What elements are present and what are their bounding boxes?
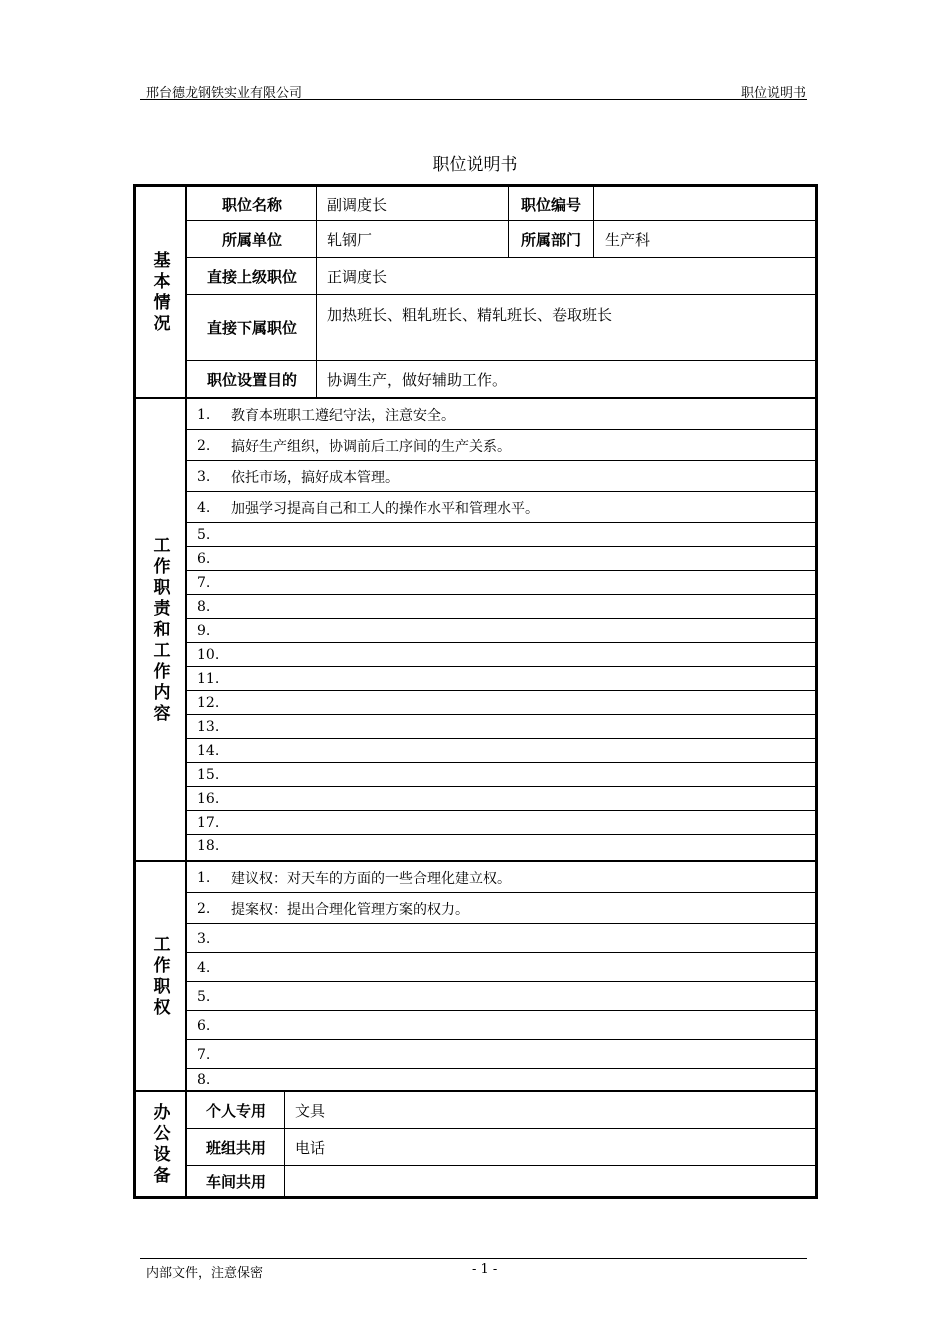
- dept-value: 生产科: [605, 231, 651, 249]
- workshop-label: 车间共用: [205, 1173, 266, 1191]
- list-item: [188, 399, 816, 430]
- superior-label: 直接上级职位: [206, 268, 297, 286]
- header-doc-type: 职位说明书: [740, 86, 806, 101]
- page-number: - 1 -: [472, 1262, 498, 1277]
- item-number: 10.: [197, 647, 220, 663]
- list-item: [188, 523, 816, 547]
- item-number: 3.: [197, 468, 211, 485]
- page-title: 职位说明书: [432, 155, 518, 175]
- personal-value: 文具: [295, 1102, 326, 1120]
- item-number: 7.: [197, 575, 211, 591]
- list-item: [188, 893, 816, 924]
- list-item: [188, 1069, 816, 1090]
- item-number: 17.: [197, 815, 220, 831]
- equipment-section-label: 办公设备: [149, 1102, 170, 1187]
- list-item: [188, 763, 816, 787]
- list-item: [188, 715, 816, 739]
- purpose-value: 协调生产，做好辅助工作。: [327, 370, 508, 389]
- team-value: 电话: [295, 1138, 326, 1157]
- list-item: [188, 571, 816, 595]
- item-number: 18.: [197, 838, 220, 854]
- list-item: [188, 953, 816, 982]
- purpose-label: 职位设置目的: [206, 370, 297, 389]
- list-item: [188, 1011, 816, 1040]
- item-number: 2.: [197, 437, 211, 454]
- subordinate-label: 直接下属职位: [206, 319, 297, 337]
- list-item: [188, 982, 816, 1011]
- item-number: 13.: [197, 719, 220, 735]
- item-number: 8.: [197, 1071, 211, 1088]
- item-number: 2.: [197, 900, 211, 917]
- item-number: 6.: [197, 1017, 211, 1034]
- item-number: 4.: [197, 499, 211, 516]
- subordinate-value: 加热班长、粗轧班长、精轧班长、卷取班长: [327, 306, 613, 324]
- footer-divider: [140, 1258, 807, 1259]
- item-number: 5.: [197, 988, 211, 1005]
- position-code-label: 职位编号: [520, 196, 581, 214]
- job-description-table: [133, 184, 818, 1199]
- list-item: [188, 619, 816, 643]
- item-text: 建议权：对天车的方面的一些合理化建立权。: [231, 870, 511, 887]
- item-number: 8.: [197, 599, 211, 615]
- item-number: 11.: [197, 671, 220, 687]
- list-item: [188, 835, 816, 857]
- list-item: [188, 461, 816, 492]
- item-number: 4.: [197, 959, 211, 976]
- list-item: [188, 667, 816, 691]
- item-number: 15.: [197, 767, 220, 783]
- list-item: [188, 862, 816, 893]
- list-item: [188, 430, 816, 461]
- item-number: 3.: [197, 930, 211, 947]
- item-text: 加强学习提高自己和工人的操作水平和管理水平。: [231, 500, 539, 517]
- authority-section-label: 工作职权: [149, 934, 170, 1019]
- item-text: 提案权：提出合理化管理方案的权力。: [231, 901, 469, 918]
- personal-label: 个人专用: [205, 1102, 266, 1120]
- team-label: 班组共用: [205, 1138, 266, 1157]
- header-company: 邢台德龙钢铁实业有限公司: [146, 86, 303, 101]
- list-item: [188, 924, 816, 953]
- item-number: 9.: [197, 623, 211, 639]
- header-divider: [140, 99, 807, 100]
- basic-section-label: 基本情况: [149, 250, 170, 335]
- list-item: [188, 595, 816, 619]
- position-name-value: 副调度长: [327, 196, 388, 214]
- item-number: 5.: [197, 527, 211, 543]
- item-number: 14.: [197, 743, 220, 759]
- unit-value: 轧钢厂: [327, 231, 373, 249]
- item-number: 1.: [197, 869, 211, 886]
- list-item: [188, 691, 816, 715]
- list-item: [188, 739, 816, 763]
- item-number: 1.: [197, 406, 211, 423]
- footer-note: 内部文件，注意保密: [146, 1266, 264, 1281]
- duties-section-label: 工作职责和工作内容: [149, 535, 170, 725]
- workshop-value: [285, 1166, 815, 1197]
- unit-label: 所属单位: [221, 231, 282, 249]
- list-item: [188, 643, 816, 667]
- list-item: [188, 787, 816, 811]
- position-name-label: 职位名称: [221, 196, 282, 214]
- position-code-value: [595, 187, 815, 222]
- dept-label: 所属部门: [520, 231, 581, 249]
- list-item: [188, 547, 816, 571]
- item-text: 教育本班职工遵纪守法，注意安全。: [231, 407, 455, 424]
- item-number: 12.: [197, 695, 220, 711]
- list-item: [188, 811, 816, 835]
- list-item: [188, 492, 816, 523]
- list-item: [188, 1040, 816, 1069]
- item-number: 6.: [197, 551, 211, 567]
- item-number: 7.: [197, 1046, 211, 1063]
- item-text: 依托市场，搞好成本管理。: [231, 469, 399, 486]
- item-number: 16.: [197, 791, 220, 807]
- item-text: 搞好生产组织，协调前后工序间的生产关系。: [231, 438, 511, 455]
- superior-value: 正调度长: [327, 268, 388, 286]
